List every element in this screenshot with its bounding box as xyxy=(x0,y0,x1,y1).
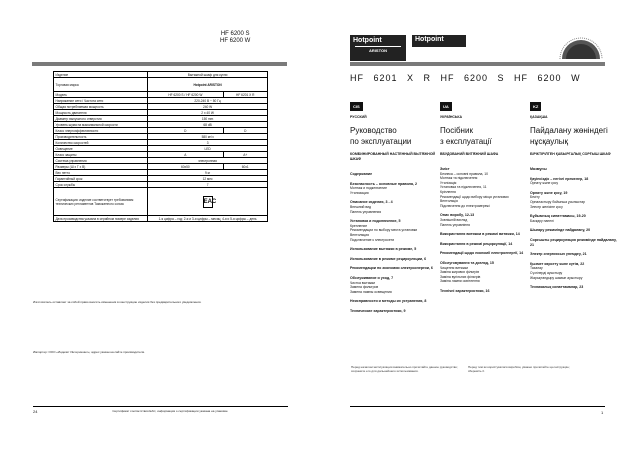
toc-item: Утилізація xyxy=(440,180,457,185)
toc-heading: Рекомендации по экономии электроэнергии, 6 xyxy=(350,266,433,271)
spec-label: Диаметр выпускного отверстия xyxy=(54,116,148,122)
toc-heading: Опис виробу, 12-13 xyxy=(440,213,475,218)
spec-value: Hotpoint ARISTON xyxy=(148,78,268,92)
language-name: ҚАЗАҚША xyxy=(530,115,548,119)
spec-label: Напряжение сети / Частота сети xyxy=(54,98,148,104)
header-bar xyxy=(350,62,605,66)
toc-heading: Установка и подключение, 5 xyxy=(350,219,401,224)
model-list: HF 6201 X R HF 6200 S HF 6200 W xyxy=(350,73,581,83)
spec-label: Освещение xyxy=(54,146,148,152)
toc-item: Замена лампы освещения xyxy=(350,289,392,294)
toc-item: Крепление xyxy=(350,223,368,228)
table-of-contents xyxy=(530,167,620,290)
toc-heading: Використання витяжки в режимі витяжки, 14 xyxy=(440,232,520,237)
toc-item: Зовнішній вигляд xyxy=(440,217,468,222)
toc-heading: Обслуговування та догляд, 15 xyxy=(440,260,494,265)
table-row xyxy=(54,188,268,216)
quality-seal-icon xyxy=(558,35,604,59)
spec-label: Вес нетто xyxy=(54,170,148,176)
toc-heading: Использование вытяжки в режиме, 5 xyxy=(350,247,417,252)
toc-heading: Технічні характеристики, 16 xyxy=(440,288,490,293)
spec-label: Размеры (Ш x Г x В) xyxy=(54,164,148,170)
header-bar xyxy=(32,62,287,66)
language-badge: CIS xyxy=(350,102,363,111)
hotpoint-ariston-logo: Hotpoint ARISTON xyxy=(350,35,406,61)
toc-heading: Неисправности и методы их устранения, 8 xyxy=(350,299,427,304)
spec-value: электронная xyxy=(148,158,268,164)
product-subtitle: БІРІКТІРІЛГЕН ҚАБЫРҒАЛЫҚ СОРҒЫШ ШКАФ xyxy=(530,152,611,156)
spec-label: Дата производства указана в серийном номере изделия xyxy=(54,216,148,222)
product-subtitle: ВБУДОВАНИЙ ВИТЯЖНИЙ ШАФА xyxy=(440,152,499,156)
toc-heading: Обслуживание и уход, 7 xyxy=(350,275,394,280)
spec-label: Общая потребляемая мощность xyxy=(54,104,148,110)
spec-label: Срок службы xyxy=(54,182,148,188)
toc-heading: Описание изделия, 3 - 4 xyxy=(350,200,393,205)
bottom-note-2: Перед тим як користуватися виробом, уважно прочитайте цю інструкцію; збережіть її. xyxy=(468,365,570,373)
certification-cell xyxy=(148,188,268,216)
spec-value: A xyxy=(148,152,223,158)
manual-title: Руководство по эксплуатации xyxy=(350,126,412,146)
spec-value: 3 xyxy=(148,140,268,146)
spec-value: 2 x 40 W xyxy=(148,110,268,116)
language-column xyxy=(530,95,620,290)
spec-label: Класс энергоэффективности xyxy=(54,128,148,134)
toc-item: Рекомендации по выбору места установки xyxy=(350,228,418,233)
spec-label: Изделие xyxy=(54,72,148,78)
toc-heading: Використання в режимі рециркуляції, 14 xyxy=(440,241,513,246)
spec-value: Вытяжной шкаф для кухни xyxy=(148,72,268,78)
toc-item: Внешний вид xyxy=(350,204,372,209)
toc-item: Жарықтандыру шамын ауыстыру xyxy=(530,275,583,280)
toc-heading: Технические характеристики, 9 xyxy=(350,308,406,313)
spec-value: 1-я цифра – год; 2-я и 3-я цифры – месяц; 4-я и 5-я цифры – день xyxy=(148,216,268,222)
spec-value: 68 dB xyxy=(148,122,268,128)
toc-heading: Электр энергиясын үнемдеу, 21 xyxy=(530,252,587,257)
spec-value: LED xyxy=(148,146,268,152)
language-badge: KZ xyxy=(530,102,541,111)
hotpoint-logo: Hotpoint xyxy=(412,35,466,47)
toc-heading: Орнату және қосу, 19 xyxy=(530,190,568,195)
spec-value: D xyxy=(148,128,223,134)
spec-label: Модель xyxy=(54,92,148,98)
spec-value: 220-240 В ~ 50 Гц xyxy=(148,98,268,104)
right-page xyxy=(318,0,636,449)
toc-item: Орнату және қосу xyxy=(530,181,559,186)
toc-item: Басқару панелі xyxy=(530,218,554,223)
toc-item: Сүзгілерді ауыстыру xyxy=(530,270,563,275)
spec-label: Производительность xyxy=(54,134,148,140)
footer-rule xyxy=(350,406,605,407)
toc-item: Монтаж та підключення xyxy=(440,176,478,181)
spec-value-2: 60x1 xyxy=(223,164,268,170)
language-column xyxy=(350,95,440,313)
spec-value: 9 кг xyxy=(148,170,268,176)
table-of-contents xyxy=(350,172,440,313)
note-2: Импортер: ООО «Индезит Интернэшнл»; адрес указан на сайте производителя. xyxy=(33,350,145,354)
spec-label: Сертификация: изделие соответствует требованиям технических регламентов Таможенного союза xyxy=(54,188,148,216)
footer-text: Сертификат соответствия ЕАС, информация о сертификации указана на упаковке xyxy=(112,409,228,413)
toc-item: Подключение к электросети xyxy=(350,237,395,242)
spec-label: Уровень шума на максимальной скорости xyxy=(54,122,148,128)
toc-item: Панель управления xyxy=(350,209,382,214)
spec-value: 60x50 xyxy=(148,164,223,170)
spec-label: Торговая марка xyxy=(54,78,148,92)
toc-item: Безпека – основні правила, 10 xyxy=(440,171,489,176)
toc-heading: Содержание xyxy=(350,172,373,176)
toc-item: Заміна жирових фільтрів xyxy=(440,270,479,275)
toc-item: Установка та підключення, 11 xyxy=(440,185,487,190)
spec-value-2: A+ xyxy=(223,152,268,158)
manual-title: Посібник з експлуатації xyxy=(440,126,492,146)
page-number: 24 xyxy=(33,409,38,414)
note-1: Изготовитель оставляет за собой право вносить изменения в конструкцию изделия без предварительного уведомления. xyxy=(33,300,202,304)
toc-item: Заміна вугільних фільтрів xyxy=(440,274,481,279)
toc-item: Заміна лампи освітлення xyxy=(440,279,480,284)
table-row xyxy=(54,216,268,222)
spec-value: 580 м³/ч xyxy=(148,134,268,140)
spec-value: 240 W xyxy=(148,104,268,110)
toc-heading: Шығару режимінде пайдалану, 20 xyxy=(530,228,591,233)
toc-heading: Мазмұны xyxy=(530,167,547,171)
language-name: РУССКИЙ xyxy=(350,115,367,119)
toc-item: Панель управління xyxy=(440,222,470,227)
spec-label: Количество скоростей xyxy=(54,140,148,146)
spec-label: Гарантийный срок xyxy=(54,176,148,182)
spec-value: HF 6200 S / HF 6200 W xyxy=(148,92,223,98)
language-name: УКРАЇНСЬКА xyxy=(440,115,463,119)
toc-heading: Бұйымның сипаттамасы, 19-20 xyxy=(530,214,586,219)
toc-item: Вентиляция xyxy=(350,232,369,237)
toc-item: Вентиляція xyxy=(440,199,458,204)
toc-heading: Зміст xyxy=(440,167,450,171)
toc-item: Рекомендації щодо вибору місця установки xyxy=(440,194,509,199)
toc-heading: Техникалық сипаттамалар, 23 xyxy=(530,285,584,290)
table-row xyxy=(54,78,268,92)
spec-value: 12 мес xyxy=(148,176,268,182)
toc-heading: Қауіпсіздік – негізгі ережелер, 18 xyxy=(530,176,589,181)
spec-label: Класс защиты xyxy=(54,152,148,158)
toc-item: Орналастыру бойынша ұсыныстар xyxy=(530,199,586,204)
spec-value: 150 mm xyxy=(148,116,268,122)
spec-value: 7 xyxy=(148,182,268,188)
spec-value-2: HF 6201 X R xyxy=(223,92,268,98)
spec-table xyxy=(53,71,268,222)
toc-item: Утилизация xyxy=(350,190,369,195)
toc-item: Бекіту xyxy=(530,195,540,200)
toc-heading: Сорғышты рециркуляция режимінде пайдалану, 21 xyxy=(530,237,617,247)
spec-label: Система управления xyxy=(54,158,148,164)
toc-heading: Использование в режиме рециркуляции, 6 xyxy=(350,256,427,261)
toc-item: Підключення до електромережі xyxy=(440,203,490,208)
bottom-note-1: Перед началом эксплуатации внимательно прочитайте данное руководство; сохраните его для дальнейшего использования. xyxy=(351,365,458,373)
toc-item: Монтаж и подключение xyxy=(350,186,387,191)
toc-heading: Безопасность – основные правила, 2 xyxy=(350,181,417,186)
toc-item: Чищення витяжки xyxy=(440,265,469,270)
eac-mark-icon: EAC xyxy=(203,196,213,208)
spec-label: Мощность двигателя xyxy=(54,110,148,116)
toc-item: Электр желісіне қосу xyxy=(530,204,563,209)
manual-title: Пайдалану жөніндегі нұсқаулық xyxy=(530,126,608,146)
language-badge: UA xyxy=(440,102,452,111)
toc-heading: Қызмет көрсету және күтім, 22 xyxy=(530,261,585,266)
language-column xyxy=(440,95,530,293)
toc-heading: Рекомендації щодо економії електроенергії, 14 xyxy=(440,251,524,256)
toc-item: Замена фильтров xyxy=(350,285,379,290)
table-of-contents xyxy=(440,167,530,293)
footer-rule xyxy=(33,406,288,407)
model-header: HF 6200 S HF 6200 W xyxy=(220,31,251,44)
toc-item: Тазалау xyxy=(530,266,543,271)
spec-value-2: D xyxy=(223,128,268,134)
toc-item: Кріплення xyxy=(440,189,456,194)
product-subtitle: КОМБИНИРОВАННЫЙ НАСТЕННЫЙ ВЫТЯЖНОЙ ШКАФ xyxy=(350,152,436,161)
page-number: 1 xyxy=(601,410,604,415)
toc-item: Чистка вытяжки xyxy=(350,280,376,285)
